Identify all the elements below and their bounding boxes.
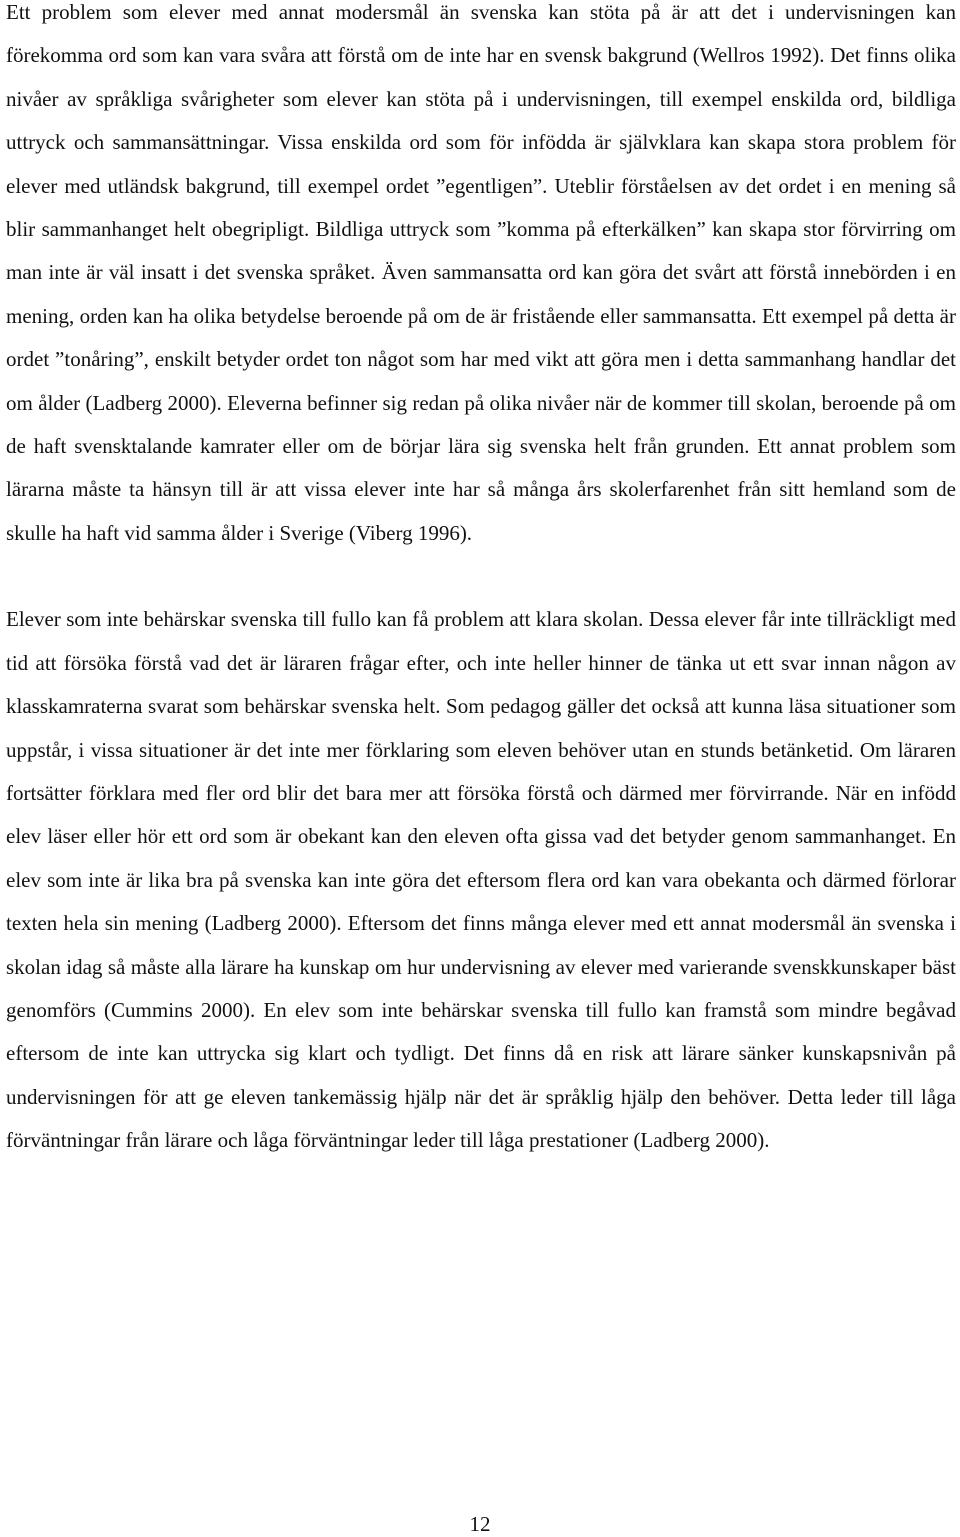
document-page xyxy=(6,0,956,1163)
page-number: 12 xyxy=(469,1512,491,1536)
body-paragraph-2: Elever som inte behärskar svenska till fullo kan få problem att klara skolan. Dessa elever får inte tillräckligt med tid att försöka förstå vad det är läraren frågar efter, och inte heller hinner de tänka ut ett svar innan någon av klasskamraterna svarat som behärskar svenska helt. Som pedagog gäller det också att kunna läsa situationer som uppstår, i vissa situationer är det inte mer förklaring som eleven behöver utan en stunds betänketid. Om läraren fortsätter förklara med fler ord blir det bara mer att försöka förstå och därmed mer förvirrande. När en infödd elev läser eller hör ett ord som är obekant kan den eleven ofta gissa vad det betyder genom sammanhanget. En elev som inte är lika bra på svenska kan inte göra det eftersom flera ord kan vara obekanta och därmed förlorar texten hela sin mening (Ladberg 2000). Eftersom det finns många elever med ett annat modersmål än svenska i skolan idag så måste alla lärare ha kunskap om hur undervisning av elever med varierande svenskkunskaper bäst genomförs (Cummins 2000). En elev som inte behärskar svenska till fullo kan framstå som mindre begåvad eftersom de inte kan uttrycka sig klart och tydligt. Det finns då en risk att lärare sänker kunskapsnivån på undervisningen för att ge eleven tankemässig hjälp när det är språklig hjälp den behöver. Detta leder till låga förväntningar från lärare och låga förväntningar leder till låga prestationer (Ladberg 2000). xyxy=(6,607,956,1153)
body-paragraph-1: Ett problem som elever med annat modersmål än svenska kan stöta på är att det i undervisningen kan förekomma ord som kan vara svåra att förstå om de inte har en svensk bakgrund (Wellros 1992). Det finns olika nivåer av språkliga svårigheter som elever kan stöta på i undervisningen, till exempel enskilda ord, bildliga uttryck och sammansättningar. Vissa enskilda ord som för infödda är självklara kan skapa stora problem för elever med utländsk bakgrund, till exempel ordet ”egentligen”. Uteblir förståelsen av det ordet i en mening så blir sammanhanget helt obegripligt. Bildliga uttryck som ”komma på efterkälken” kan skapa stor förvirring om man inte är väl insatt i det svenska språket. Även sammansatta ord kan göra det svårt att förstå innebörden i en mening, orden kan ha olika betydelse beroende på om de är fristående eller sammansatta. Ett exempel på detta är ordet ”tonåring”, enskilt betyder ordet ton något som har med vikt att göra men i detta sammanhang handlar det om ålder (Ladberg 2000). Eleverna befinner sig redan på olika nivåer när de kommer till skolan, beroende på om de haft svensktalande kamrater eller om de börjar lära sig svenska helt från grunden. Ett annat problem som lärarna måste ta hänsyn till är att vissa elever inte har så många års skolerfarenhet från sitt hemland som de skulle ha haft vid samma ålder i Sverige (Viberg 1996). xyxy=(6,0,956,545)
